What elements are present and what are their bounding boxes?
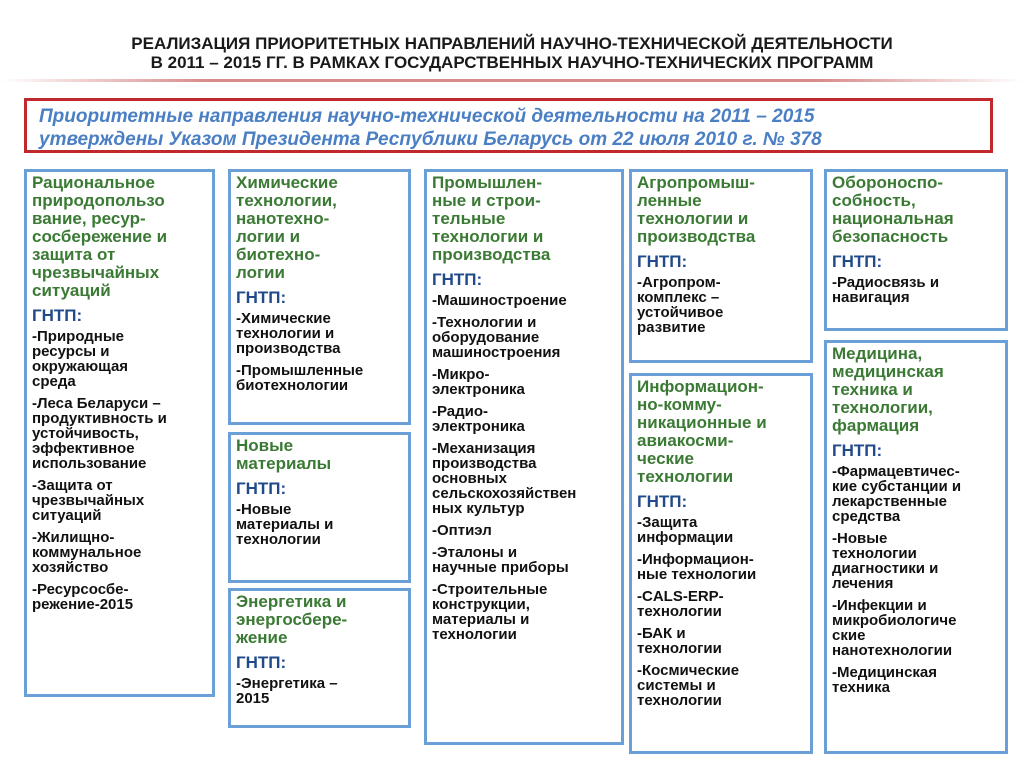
program-item	[832, 531, 1001, 591]
direction-heading-line: природопользо	[32, 191, 165, 210]
program-item-line: режение-2015	[32, 596, 134, 613]
program-item-line: технологии	[637, 640, 722, 657]
slide-title-line1: РЕАЛИЗАЦИЯ ПРИОРИТЕТНЫХ НАПРАВЛЕНИЙ НАУЧНО-ТЕХНИЧЕСКОЙ ДЕЯТЕЛЬНОСТИ	[131, 34, 893, 53]
program-item-line: материалы и	[432, 611, 530, 628]
direction-box-chemistry	[228, 169, 411, 425]
direction-heading-line: ленные	[637, 191, 702, 210]
program-item-line: производства	[432, 455, 537, 472]
direction-heading-line: жение	[236, 628, 288, 647]
program-item	[832, 275, 1001, 305]
program-item-line: -Агропром-	[637, 274, 721, 291]
direction-heading-line: технологии и	[637, 209, 749, 228]
decree-banner-line1: Приоритетные направления научно-технической деятельности на 2011 – 2015	[39, 106, 815, 127]
program-item-line: -Радио-	[432, 403, 489, 420]
program-item-line: научные приборы	[432, 559, 569, 576]
program-item-line: технологии	[432, 626, 517, 643]
gntp-label: ГНТП:	[637, 252, 688, 271]
direction-heading-line: ческие	[637, 449, 694, 468]
program-item	[832, 464, 1001, 524]
program-item	[236, 676, 404, 706]
gntp-label: ГНТП:	[832, 441, 883, 460]
program-item-line: ресурсы и	[32, 343, 110, 360]
gntp-label: ГНТП:	[637, 492, 688, 511]
program-item-line: -Защита от	[32, 477, 113, 494]
direction-heading-line: техника и	[832, 380, 913, 399]
direction-box-defense	[824, 169, 1008, 331]
gntp-label: ГНТП:	[832, 252, 883, 271]
program-item-line: окружающая	[32, 358, 129, 375]
program-item-line: нанотехнологии	[832, 642, 953, 659]
program-item-line: -Радиосвязь и	[832, 274, 940, 291]
program-item-line: -Технологии и	[432, 314, 537, 331]
direction-box-nature	[24, 169, 215, 697]
gntp-label: ГНТП:	[32, 306, 83, 325]
direction-heading-line: но-комму-	[637, 395, 722, 414]
program-item-line: системы и	[637, 677, 716, 694]
program-item-line: -Защита	[637, 514, 698, 531]
program-item-line: продуктивность и	[32, 410, 167, 427]
program-item-line: -Машиностроение	[432, 292, 567, 309]
direction-heading	[637, 378, 806, 486]
program-item-line: -CALS-ERP-	[637, 588, 724, 605]
direction-heading-line: Промышлен-	[432, 173, 542, 192]
program-item	[432, 315, 617, 360]
program-item	[832, 598, 1001, 658]
program-item-line: -Фармацевтичес-	[832, 463, 960, 480]
program-item	[637, 663, 806, 708]
program-item	[637, 626, 806, 656]
program-item-line: использование	[32, 455, 147, 472]
direction-heading-line: вание, ресур-	[32, 209, 146, 228]
program-item-line: информации	[637, 529, 734, 546]
program-item-line: ские	[832, 627, 866, 644]
program-item	[32, 530, 208, 575]
direction-heading	[32, 174, 208, 300]
program-item-line: -Промышленные	[236, 362, 364, 379]
program-item-line: чрезвычайных	[32, 492, 145, 509]
program-item	[432, 545, 617, 575]
program-item-line: среда	[32, 373, 76, 390]
direction-box-ict	[629, 373, 813, 754]
direction-heading-line: защита от	[32, 245, 116, 264]
program-item-line: -БАК и	[637, 625, 686, 642]
direction-heading-line: энергосбере-	[236, 610, 348, 629]
program-item-line: -Новые	[832, 530, 888, 547]
program-item-line: -Микро-	[432, 366, 490, 383]
program-item	[637, 589, 806, 619]
program-item-line: технологии	[832, 545, 917, 562]
program-item-line: диагностики и	[832, 560, 939, 577]
direction-heading-line: никационные и	[637, 413, 767, 432]
program-item-line: -Оптиэл	[432, 522, 492, 539]
direction-heading	[432, 174, 617, 264]
direction-heading-line: логии	[236, 263, 285, 282]
direction-heading-line: чрезвычайных	[32, 263, 160, 282]
program-item-line: микробиологиче	[832, 612, 957, 629]
direction-box-industry	[424, 169, 624, 745]
program-item-line: машиностроения	[432, 344, 561, 361]
program-item	[236, 311, 404, 356]
program-item	[637, 552, 806, 582]
direction-heading	[236, 593, 404, 647]
program-item	[432, 404, 617, 434]
direction-heading	[236, 174, 404, 282]
direction-heading-line: нанотехно-	[236, 209, 330, 228]
program-item-line: ситуаций	[32, 507, 102, 524]
program-item-line: хозяйство	[32, 559, 109, 576]
direction-heading-line: Медицина,	[832, 344, 923, 363]
program-item-line: производства	[236, 340, 341, 357]
direction-heading-line: Информацион-	[637, 377, 764, 396]
program-item-line: устойчивость,	[32, 425, 139, 442]
direction-heading-line: Энергетика и	[236, 592, 347, 611]
gntp-label: ГНТП:	[236, 653, 287, 672]
program-item-line: -Строительные	[432, 581, 548, 598]
program-item-line: сельскохозяйствен	[432, 485, 577, 502]
program-item-line: комплекс –	[637, 289, 720, 306]
program-item-line: лечения	[832, 575, 894, 592]
direction-heading-line: Обороноспо-	[832, 173, 944, 192]
direction-heading-line: медицинская	[832, 362, 944, 381]
direction-heading	[832, 345, 1001, 435]
program-item	[432, 367, 617, 397]
program-item-line: -Инфекции и	[832, 597, 927, 614]
program-item	[432, 523, 617, 538]
program-item-line: кие субстанции и	[832, 478, 962, 495]
program-item-line: электроника	[432, 418, 525, 435]
decree-banner	[24, 98, 993, 153]
direction-heading-line: Рациональное	[32, 173, 155, 192]
program-item-line: лекарственные	[832, 493, 948, 510]
direction-heading-line: Агропромыш-	[637, 173, 755, 192]
program-item-line: технологии и	[236, 325, 335, 342]
direction-heading-line: Химические	[236, 173, 338, 192]
program-item	[236, 363, 404, 393]
program-item-line: ных культур	[432, 500, 525, 517]
decree-banner-line2: утверждены Указом Президента Республики Беларусь от 22 июля 2010 г. № 378	[39, 129, 822, 150]
direction-heading-line: национальная	[832, 209, 954, 228]
direction-heading-line: фармация	[832, 416, 920, 435]
direction-heading-line: материалы	[236, 454, 332, 473]
program-item-line: -Природные	[32, 328, 125, 345]
program-item-line: эффективное	[32, 440, 135, 457]
program-item-line: -Новые	[236, 501, 292, 518]
direction-box-agro	[629, 169, 813, 363]
direction-heading-line: безопасность	[832, 227, 949, 246]
slide-title	[0, 34, 1024, 72]
program-item-line: оборудование	[432, 329, 540, 346]
program-item-line: -Механизация	[432, 440, 536, 457]
direction-heading-line: ные и строи-	[432, 191, 541, 210]
program-item-line: технологии	[236, 531, 321, 548]
program-item-line: средства	[832, 508, 901, 525]
program-item	[637, 275, 806, 335]
program-item-line: материалы и	[236, 516, 334, 533]
direction-heading-line: тельные	[432, 209, 506, 228]
direction-heading-line: технологии,	[236, 191, 337, 210]
direction-heading-line: сосбережение и	[32, 227, 168, 246]
program-item-line: -Жилищно-	[32, 529, 115, 546]
program-item-line: коммунальное	[32, 544, 142, 561]
direction-heading	[637, 174, 806, 246]
program-item-line: биотехнологии	[236, 377, 349, 394]
direction-heading	[236, 437, 404, 473]
direction-heading-line: технологии,	[832, 398, 933, 417]
program-item-line: технологии	[637, 603, 722, 620]
program-item	[432, 582, 617, 642]
program-item	[32, 396, 208, 471]
program-item	[432, 441, 617, 516]
direction-heading-line: производства	[637, 227, 756, 246]
program-item-line: основных	[432, 470, 507, 487]
program-item-line: -Леса Беларуси –	[32, 395, 161, 412]
program-item-line: -Медицинская	[832, 664, 938, 681]
program-item-line: электроника	[432, 381, 525, 398]
program-item-line: развитие	[637, 319, 706, 336]
direction-heading-line: авиакосми-	[637, 431, 734, 450]
program-item	[236, 502, 404, 547]
program-item	[432, 293, 617, 308]
direction-heading-line: производства	[432, 245, 551, 264]
direction-heading-line: ситуаций	[32, 281, 111, 300]
program-item-line: устойчивое	[637, 304, 724, 321]
direction-heading-line: технологии	[637, 467, 734, 486]
direction-heading-line: биотехно-	[236, 245, 321, 264]
program-item-line: -Космические	[637, 662, 740, 679]
program-item-line: -Химические	[236, 310, 331, 327]
program-item-line: технологии	[637, 692, 722, 709]
program-item-line: 2015	[236, 690, 270, 707]
title-divider	[0, 79, 1024, 82]
direction-box-medicine	[824, 340, 1008, 754]
program-item	[637, 515, 806, 545]
program-item-line: конструкции,	[432, 596, 530, 613]
gntp-label: ГНТП:	[432, 270, 483, 289]
direction-box-materials	[228, 432, 411, 583]
program-item-line: техника	[832, 679, 890, 696]
program-item	[32, 582, 208, 612]
slide-title-line2: В 2011 – 2015 ГГ. В РАМКАХ ГОСУДАРСТВЕННЫХ НАУЧНО-ТЕХНИЧЕСКИХ ПРОГРАММ	[150, 53, 874, 72]
program-item	[32, 478, 208, 523]
gntp-label: ГНТП:	[236, 288, 287, 307]
program-item-line: ные технологии	[637, 566, 757, 583]
direction-box-energy	[228, 588, 411, 728]
program-item-line: -Эталоны и	[432, 544, 518, 561]
gntp-label: ГНТП:	[236, 479, 287, 498]
direction-heading-line: собность,	[832, 191, 916, 210]
program-item	[32, 329, 208, 389]
direction-heading	[832, 174, 1001, 246]
program-item	[832, 665, 1001, 695]
program-item-line: навигация	[832, 289, 910, 306]
direction-heading-line: Новые	[236, 436, 294, 455]
program-item-line: -Энергетика –	[236, 675, 338, 692]
program-item-line: -Ресурсосбе-	[32, 581, 129, 598]
direction-heading-line: логии и	[236, 227, 301, 246]
program-item-line: -Информацион-	[637, 551, 754, 568]
direction-heading-line: технологии и	[432, 227, 544, 246]
